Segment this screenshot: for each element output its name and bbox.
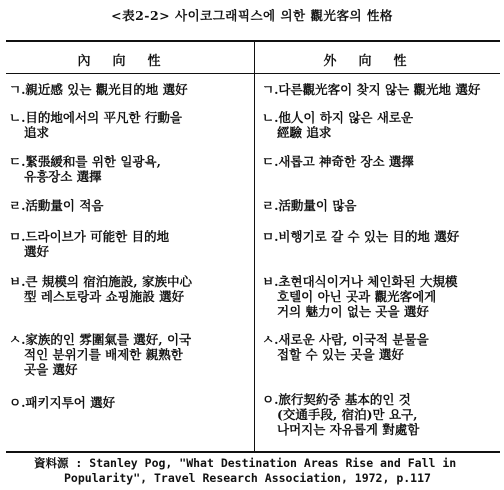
- cell-line: ㅂ.초현대식이거나 체인화된 大規模: [262, 274, 458, 289]
- source-line: Popularity", Travel Research Association, 1972, p.117: [64, 471, 431, 485]
- cell-line: ㄹ.活動量이 적음: [9, 198, 104, 213]
- introvert-item-3: [9, 154, 251, 184]
- cell-line: ㄷ.緊張緩和를 위한 일광욕,: [9, 154, 161, 169]
- cell-line: 거의 魅力이 없는 곳을 選好: [277, 304, 429, 319]
- extrovert-item-1: [262, 82, 498, 97]
- extrovert-item-3: [262, 154, 498, 169]
- cell-line: 유흥장소 選擇: [24, 169, 102, 184]
- cell-line: 나머지는 자유롭게 對處함: [277, 422, 420, 437]
- introvert-item-5: [9, 229, 251, 259]
- header-introvert: 內向性: [77, 54, 183, 69]
- cell-line: 곳을 選好: [24, 362, 78, 377]
- cell-line: 選好: [24, 244, 50, 259]
- extrovert-item-2: [262, 110, 498, 140]
- header-rule: [6, 73, 500, 74]
- table-title: <表2-2> 사이코그래픽스에 의한 觀光客의 性格: [111, 8, 393, 23]
- extrovert-item-7: [262, 332, 498, 362]
- cell-line: ㅇ.패키지투어 選好: [9, 395, 116, 410]
- cell-line: ㅂ.큰 規模의 宿泊施設, 家族中心: [9, 274, 192, 289]
- extrovert-item-5: [262, 229, 498, 244]
- source-citation: [34, 456, 500, 486]
- extrovert-item-6: [262, 274, 498, 319]
- cell-line: 적인 분위기를 배제한 親熟한: [24, 347, 183, 362]
- cell-line: ㄴ.目的地에서의 平凡한 行動을: [9, 110, 183, 125]
- introvert-item-2: [9, 110, 251, 140]
- cell-line: 追求: [24, 125, 50, 140]
- source-line: 資料源 : Stanley Pog, "What Destination Areas Rise and Fall in: [34, 456, 457, 470]
- cell-line: ㄱ.親近感 있는 觀光目的地 選好: [9, 82, 188, 97]
- cell-line: ㅅ.새로운 사람, 이국적 분물을: [262, 332, 429, 347]
- introvert-item-8: [9, 395, 251, 410]
- table-bottom-rule: [6, 451, 500, 453]
- cell-line: ㅅ.家族的인 雰圍氣를 選好, 이국: [9, 332, 192, 347]
- cell-line: ㅇ.旅行契約중 基本的인 것: [262, 392, 411, 407]
- extrovert-item-8: [262, 392, 498, 437]
- introvert-item-1: [9, 82, 251, 97]
- cell-line: ㄴ.他人이 하지 않은 새로운: [262, 110, 414, 125]
- cell-line: 접할 수 있는 곳을 選好: [277, 347, 404, 362]
- comparison-table: [6, 40, 500, 453]
- cell-line: 호텔이 아닌 곳과 觀光客에게: [277, 289, 437, 304]
- cell-line: ㅁ.비행기로 갈 수 있는 目的地 選好: [262, 229, 460, 244]
- cell-line: (交通手段, 宿泊)만 요구,: [277, 407, 418, 422]
- table-top-rule: [6, 40, 500, 42]
- introvert-item-6: [9, 274, 251, 304]
- cell-line: ㄷ.새롭고 神奇한 장소 選擇: [262, 154, 414, 169]
- header-extrovert: 外向性: [323, 54, 429, 69]
- cell-line: ㄱ.다른觀光客이 찾지 않는 觀光地 選好: [262, 82, 481, 97]
- cell-line: 型 레스토랑과 쇼핑施設 選好: [24, 289, 185, 304]
- column-divider: [254, 42, 255, 451]
- cell-line: ㄹ.活動量이 많음: [262, 198, 357, 213]
- introvert-item-7: [9, 332, 251, 377]
- cell-line: 經驗 追求: [277, 125, 332, 140]
- introvert-item-4: [9, 198, 251, 213]
- extrovert-item-4: [262, 198, 498, 213]
- cell-line: ㅁ.드라이브가 可能한 目的地: [9, 229, 170, 244]
